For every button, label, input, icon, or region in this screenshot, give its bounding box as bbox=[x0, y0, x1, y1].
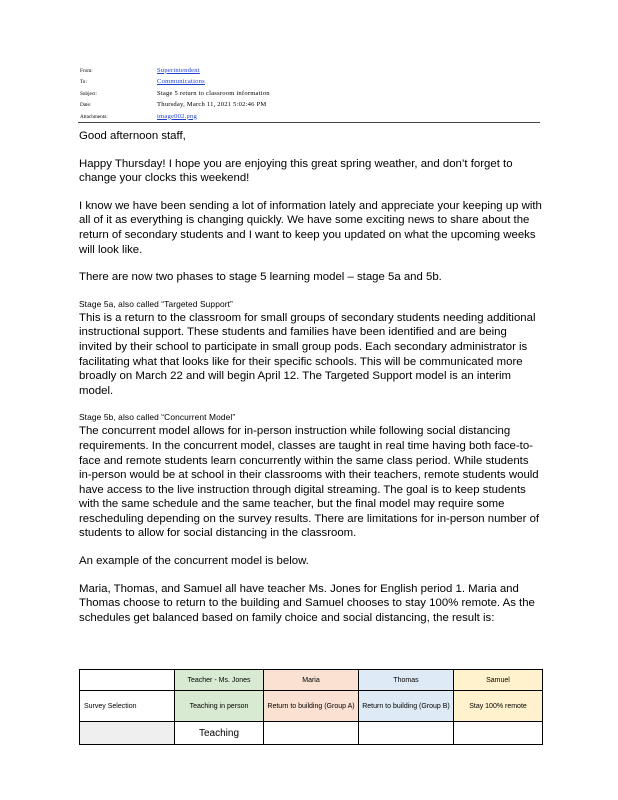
cell-thomas-selection: Return to building (Group B) bbox=[359, 691, 454, 722]
email-body bbox=[79, 129, 542, 638]
from-label: From: bbox=[80, 67, 93, 74]
table-row bbox=[80, 722, 543, 745]
stage-5b-heading: Stage 5b, also called “Concurrent Model” bbox=[79, 412, 236, 423]
cell-teacher-selection: Teaching in person bbox=[175, 691, 264, 722]
cell-samuel-selection: Stay 100% remote bbox=[454, 691, 543, 722]
attachments-label: Attachments: bbox=[80, 113, 108, 120]
subject-value: Stage 5 return to classroom information bbox=[157, 89, 270, 97]
paragraph-intro: Happy Thursday! I hope you are enjoying this great spring weather, and don’t forget to change your clocks this weekend! bbox=[79, 157, 513, 185]
stage-5a-heading: Stage 5a, also called “Targeted Support” bbox=[79, 298, 233, 309]
attachment-link[interactable]: image002.png bbox=[157, 112, 197, 120]
header-to-row bbox=[80, 74, 540, 86]
cell-thomas-empty bbox=[359, 722, 454, 745]
subject-label: Subject: bbox=[80, 90, 98, 97]
header-date-row bbox=[80, 97, 540, 109]
date-value: Thursday, March 11, 2021 5:02:46 PM bbox=[157, 101, 267, 108]
cell-teacher-teaching: Teaching bbox=[175, 722, 264, 745]
stage-5a-text: This is a return to the classroom for small groups of secondary students needing additional instructional support. These students and families have been identified and are being invited by their school to participate in small group pods. Each secondary administrator is facilitating what that looks like for their specific schools. This will be communicated more broadly on March 22 and will begin April 12. The Targeted Support model is an interim model. bbox=[79, 311, 536, 397]
row-label-empty bbox=[80, 722, 175, 745]
date-label: Date: bbox=[80, 102, 92, 108]
cell-samuel-empty bbox=[454, 722, 543, 745]
table-header-row bbox=[80, 670, 543, 691]
header-teacher: Teacher - Ms. Jones bbox=[175, 670, 264, 691]
header-subject-row bbox=[80, 85, 540, 97]
header-maria: Maria bbox=[264, 670, 359, 691]
header-thomas: Thomas bbox=[359, 670, 454, 691]
stage-5b-text: The concurrent model allows for in-person instruction while following social distancing requirements. In the concurrent model, classes are taught in real time having both face-to-face and remote students learn concurrently within the same class period. While students in-person would be at school in their classrooms with their teachers, remote students would have access to the live instruction through digital streaming. The goal is to keep students with the same schedule and the same teacher, but the final model may require some rescheduling depending on the survey results. There are limitations for in-person number of students to allow for social distancing in the classroom. bbox=[79, 425, 540, 540]
row-label-survey-selection: Survey Selection bbox=[80, 691, 175, 722]
paragraph-phases: There are now two phases to stage 5 learning model – stage 5a and 5b. bbox=[79, 271, 442, 284]
table-row bbox=[80, 691, 543, 722]
header-from-row bbox=[80, 62, 540, 74]
to-value[interactable]: Communications bbox=[157, 78, 205, 85]
greeting: Good afternoon staff, bbox=[79, 130, 186, 142]
paragraph-example: An example of the concurrent model is below. bbox=[79, 555, 309, 568]
cell-maria-empty bbox=[264, 722, 359, 745]
header-attachments-row bbox=[80, 108, 540, 120]
header-samuel: Samuel bbox=[454, 670, 543, 691]
table-corner-cell bbox=[80, 670, 175, 691]
survey-selection-table bbox=[79, 669, 543, 745]
header-divider bbox=[78, 122, 540, 123]
email-header bbox=[80, 62, 540, 120]
paragraph-updates: I know we have been sending a lot of information lately and appreciate your keeping up with all of it as everything is changing quickly. We have some exciting news to share about the return of secondary students and I want to keep you updated on what the upcoming weeks will look like. bbox=[79, 199, 542, 256]
paragraph-scenario: Maria, Thomas, and Samuel all have teacher Ms. Jones for English period 1. Maria and Thomas choose to return to the building and Samuel chooses to stay 100% remote. As the schedules get balanced based on family choice and social distancing, the result is: bbox=[79, 582, 535, 624]
cell-maria-selection: Return to building (Group A) bbox=[264, 691, 359, 722]
from-value[interactable]: Superintendent bbox=[157, 66, 200, 74]
to-label: To: bbox=[80, 79, 87, 85]
